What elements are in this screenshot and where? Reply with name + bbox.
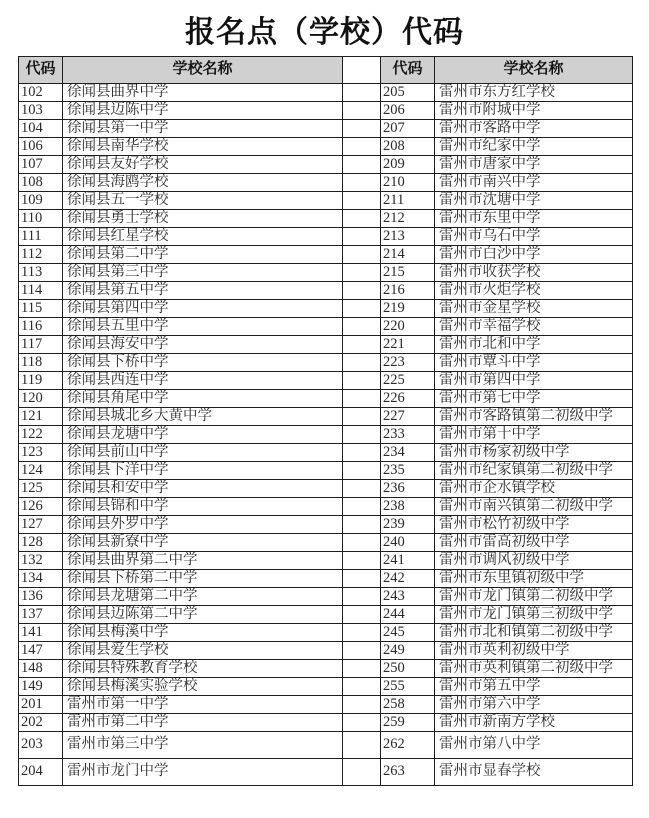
code-cell: 202 (19, 714, 63, 732)
spacer-cell (343, 300, 381, 318)
school-name-cell: 雷州市白沙中学 (435, 246, 633, 264)
code-cell: 119 (19, 372, 63, 390)
spacer-cell (343, 552, 381, 570)
school-name-cell: 雷州市第二中学 (63, 714, 343, 732)
school-name-cell: 雷州市第八中学 (435, 732, 633, 759)
code-cell: 263 (381, 759, 435, 786)
school-name-cell: 雷州市客路镇第二初级中学 (435, 408, 633, 426)
table-row (19, 372, 633, 390)
table-row (19, 732, 633, 759)
header-row (19, 57, 633, 84)
table-row (19, 408, 633, 426)
code-cell: 149 (19, 678, 63, 696)
code-cell: 121 (19, 408, 63, 426)
table-row (19, 228, 633, 246)
spacer-cell (343, 264, 381, 282)
table-row (19, 264, 633, 282)
code-cell: 102 (19, 84, 63, 102)
spacer-cell (343, 516, 381, 534)
table-row (19, 246, 633, 264)
spacer-cell (343, 426, 381, 444)
code-cell: 114 (19, 282, 63, 300)
school-name-cell: 雷州市收获学校 (435, 264, 633, 282)
school-name-cell: 徐闻县梅溪实验学校 (63, 678, 343, 696)
school-name-cell: 雷州市第六中学 (435, 696, 633, 714)
table-row (19, 444, 633, 462)
table-row (19, 138, 633, 156)
school-name-cell: 徐闻县第五中学 (63, 282, 343, 300)
school-name-cell: 徐闻县角尾中学 (63, 390, 343, 408)
school-name-header-left: 学校名称 (63, 57, 343, 84)
spacer-cell (343, 210, 381, 228)
school-name-cell: 徐闻县迈陈第二中学 (63, 606, 343, 624)
school-name-cell: 雷州市第一中学 (63, 696, 343, 714)
code-cell: 213 (381, 228, 435, 246)
school-name-cell: 雷州市调风初级中学 (435, 552, 633, 570)
code-cell: 249 (381, 642, 435, 660)
table-row (19, 192, 633, 210)
spacer-cell (343, 624, 381, 642)
code-cell: 120 (19, 390, 63, 408)
school-name-cell: 徐闻县下桥中学 (63, 354, 343, 372)
code-cell: 240 (381, 534, 435, 552)
school-name-cell: 徐闻县五一学校 (63, 192, 343, 210)
code-cell: 115 (19, 300, 63, 318)
spacer-cell (343, 480, 381, 498)
school-name-cell: 徐闻县和安中学 (63, 480, 343, 498)
table-body (19, 84, 633, 786)
school-name-cell: 雷州市幸福学校 (435, 318, 633, 336)
table-row (19, 480, 633, 498)
school-name-cell: 徐闻县第三中学 (63, 264, 343, 282)
school-name-cell: 雷州市金星学校 (435, 300, 633, 318)
code-cell: 109 (19, 192, 63, 210)
code-cell: 203 (19, 732, 63, 759)
spacer-cell (343, 696, 381, 714)
code-cell: 221 (381, 336, 435, 354)
spacer-cell (343, 120, 381, 138)
school-name-cell: 雷州市覃斗中学 (435, 354, 633, 372)
table-row (19, 282, 633, 300)
code-cell: 116 (19, 318, 63, 336)
school-name-cell: 徐闻县下桥第二中学 (63, 570, 343, 588)
spacer-cell (343, 588, 381, 606)
code-cell: 111 (19, 228, 63, 246)
code-cell: 238 (381, 498, 435, 516)
code-cell: 204 (19, 759, 63, 786)
school-name-cell: 徐闻县城北乡大黄中学 (63, 408, 343, 426)
code-cell: 236 (381, 480, 435, 498)
school-name-cell: 徐闻县勇士学校 (63, 210, 343, 228)
school-name-cell: 雷州市杨家初级中学 (435, 444, 633, 462)
school-name-cell: 雷州市北和中学 (435, 336, 633, 354)
spacer-cell (343, 534, 381, 552)
school-name-cell: 徐闻县南华学校 (63, 138, 343, 156)
spacer-cell (343, 678, 381, 696)
code-cell: 212 (381, 210, 435, 228)
school-name-cell: 徐闻县梅溪中学 (63, 624, 343, 642)
table-row (19, 759, 633, 786)
school-name-cell: 雷州市雷高初级中学 (435, 534, 633, 552)
code-cell: 242 (381, 570, 435, 588)
school-name-cell: 雷州市客路中学 (435, 120, 633, 138)
spacer-cell (343, 228, 381, 246)
spacer-cell (343, 759, 381, 786)
code-cell: 220 (381, 318, 435, 336)
code-cell: 215 (381, 264, 435, 282)
school-name-cell: 徐闻县下洋中学 (63, 462, 343, 480)
table-row (19, 534, 633, 552)
school-name-cell: 雷州市附城中学 (435, 102, 633, 120)
table-row (19, 678, 633, 696)
code-cell: 244 (381, 606, 435, 624)
code-cell: 137 (19, 606, 63, 624)
spacer-cell (343, 336, 381, 354)
spacer-cell (343, 390, 381, 408)
code-cell: 245 (381, 624, 435, 642)
spacer-cell (343, 174, 381, 192)
table-row (19, 516, 633, 534)
code-cell: 106 (19, 138, 63, 156)
school-name-cell: 徐闻县爱生学校 (63, 642, 343, 660)
spacer-cell (343, 570, 381, 588)
spacer-cell (343, 660, 381, 678)
code-cell: 255 (381, 678, 435, 696)
code-cell: 216 (381, 282, 435, 300)
code-cell: 225 (381, 372, 435, 390)
school-name-cell: 徐闻县第一中学 (63, 120, 343, 138)
page-title: 报名点（学校）代码 (185, 16, 464, 49)
spacer-cell (343, 372, 381, 390)
school-name-cell: 徐闻县特殊教育学校 (63, 660, 343, 678)
school-name-cell: 徐闻县龙塘第二中学 (63, 588, 343, 606)
school-name-cell: 雷州市火炬学校 (435, 282, 633, 300)
code-cell: 123 (19, 444, 63, 462)
code-header-right: 代码 (381, 57, 435, 84)
table-row (19, 660, 633, 678)
table-row (19, 102, 633, 120)
code-cell: 124 (19, 462, 63, 480)
spacer-header (343, 57, 381, 84)
school-name-cell: 徐闻县外罗中学 (63, 516, 343, 534)
table-row (19, 642, 633, 660)
code-cell: 214 (381, 246, 435, 264)
spacer-cell (343, 102, 381, 120)
spacer-cell (343, 408, 381, 426)
spacer-cell (343, 498, 381, 516)
code-cell: 207 (381, 120, 435, 138)
code-cell: 241 (381, 552, 435, 570)
spacer-cell (343, 246, 381, 264)
code-cell: 127 (19, 516, 63, 534)
school-name-cell: 徐闻县第二中学 (63, 246, 343, 264)
school-name-cell: 雷州市东里中学 (435, 210, 633, 228)
school-name-cell: 徐闻县新寮中学 (63, 534, 343, 552)
code-cell: 132 (19, 552, 63, 570)
code-cell: 148 (19, 660, 63, 678)
school-name-cell: 徐闻县曲界第二中学 (63, 552, 343, 570)
code-cell: 243 (381, 588, 435, 606)
code-cell: 103 (19, 102, 63, 120)
table-row (19, 498, 633, 516)
code-cell: 107 (19, 156, 63, 174)
code-cell: 113 (19, 264, 63, 282)
school-name-cell: 雷州市沈塘中学 (435, 192, 633, 210)
code-cell: 201 (19, 696, 63, 714)
spacer-cell (343, 642, 381, 660)
school-name-cell: 徐闻县前山中学 (63, 444, 343, 462)
code-cell: 118 (19, 354, 63, 372)
table-row (19, 714, 633, 732)
school-name-cell: 雷州市南兴镇第二初级中学 (435, 498, 633, 516)
school-code-table (18, 56, 633, 786)
school-name-cell: 雷州市显春学校 (435, 759, 633, 786)
table-row (19, 84, 633, 102)
code-header-left: 代码 (19, 57, 63, 84)
school-name-cell: 雷州市纪家镇第二初级中学 (435, 462, 633, 480)
spacer-cell (343, 138, 381, 156)
school-name-cell: 徐闻县五里中学 (63, 318, 343, 336)
spacer-cell (343, 84, 381, 102)
code-cell: 112 (19, 246, 63, 264)
school-name-cell: 徐闻县友好学校 (63, 156, 343, 174)
school-name-cell: 徐闻县海安中学 (63, 336, 343, 354)
code-cell: 211 (381, 192, 435, 210)
table-row (19, 696, 633, 714)
code-cell: 239 (381, 516, 435, 534)
code-cell: 258 (381, 696, 435, 714)
code-cell: 205 (381, 84, 435, 102)
table-row (19, 462, 633, 480)
code-cell: 223 (381, 354, 435, 372)
school-name-cell: 雷州市第七中学 (435, 390, 633, 408)
code-cell: 117 (19, 336, 63, 354)
table-row (19, 588, 633, 606)
school-name-cell: 徐闻县红星学校 (63, 228, 343, 246)
code-cell: 262 (381, 732, 435, 759)
code-cell: 108 (19, 174, 63, 192)
spacer-cell (343, 714, 381, 732)
school-name-cell: 雷州市龙门镇第三初级中学 (435, 606, 633, 624)
code-cell: 233 (381, 426, 435, 444)
spacer-cell (343, 732, 381, 759)
table-row (19, 336, 633, 354)
school-name-cell: 雷州市东方红学校 (435, 84, 633, 102)
school-name-cell: 雷州市龙门中学 (63, 759, 343, 786)
code-cell: 259 (381, 714, 435, 732)
school-name-cell: 雷州市唐家中学 (435, 156, 633, 174)
spacer-cell (343, 156, 381, 174)
code-cell: 226 (381, 390, 435, 408)
school-name-cell: 雷州市英利初级中学 (435, 642, 633, 660)
school-name-cell: 徐闻县曲界中学 (63, 84, 343, 102)
school-name-cell: 雷州市第十中学 (435, 426, 633, 444)
code-cell: 250 (381, 660, 435, 678)
table-row (19, 120, 633, 138)
table-row (19, 426, 633, 444)
table-row (19, 624, 633, 642)
school-name-cell: 徐闻县锦和中学 (63, 498, 343, 516)
table-header (19, 57, 633, 84)
school-name-cell: 雷州市乌石中学 (435, 228, 633, 246)
spacer-cell (343, 282, 381, 300)
table-row (19, 156, 633, 174)
spacer-cell (343, 354, 381, 372)
code-cell: 128 (19, 534, 63, 552)
spacer-cell (343, 318, 381, 336)
table-row (19, 570, 633, 588)
code-cell: 209 (381, 156, 435, 174)
school-name-cell: 雷州市新南方学校 (435, 714, 633, 732)
school-name-cell: 徐闻县迈陈中学 (63, 102, 343, 120)
spacer-cell (343, 606, 381, 624)
school-name-cell: 雷州市松竹初级中学 (435, 516, 633, 534)
table-row (19, 390, 633, 408)
school-name-cell: 雷州市第三中学 (63, 732, 343, 759)
table-row (19, 606, 633, 624)
code-cell: 122 (19, 426, 63, 444)
school-name-cell: 徐闻县龙塘中学 (63, 426, 343, 444)
spacer-cell (343, 462, 381, 480)
spacer-cell (343, 192, 381, 210)
school-name-cell: 雷州市企水镇学校 (435, 480, 633, 498)
school-name-cell: 徐闻县第四中学 (63, 300, 343, 318)
school-name-cell: 雷州市纪家中学 (435, 138, 633, 156)
school-name-cell: 雷州市龙门镇第二初级中学 (435, 588, 633, 606)
code-cell: 136 (19, 588, 63, 606)
table-row (19, 174, 633, 192)
school-name-cell: 雷州市东里镇初级中学 (435, 570, 633, 588)
school-name-header-right: 学校名称 (435, 57, 633, 84)
table-row (19, 300, 633, 318)
code-cell: 210 (381, 174, 435, 192)
table-row (19, 318, 633, 336)
spacer-cell (343, 444, 381, 462)
school-name-cell: 雷州市第四中学 (435, 372, 633, 390)
school-name-cell: 雷州市英利镇第二初级中学 (435, 660, 633, 678)
table-row (19, 354, 633, 372)
code-cell: 104 (19, 120, 63, 138)
code-cell: 234 (381, 444, 435, 462)
code-cell: 147 (19, 642, 63, 660)
school-name-cell: 雷州市第五中学 (435, 678, 633, 696)
school-name-cell: 雷州市北和镇第二初级中学 (435, 624, 633, 642)
code-cell: 219 (381, 300, 435, 318)
code-cell: 134 (19, 570, 63, 588)
code-cell: 227 (381, 408, 435, 426)
school-name-cell: 徐闻县海鸥学校 (63, 174, 343, 192)
table-row (19, 210, 633, 228)
school-name-cell: 徐闻县西连中学 (63, 372, 343, 390)
table-row (19, 552, 633, 570)
code-cell: 110 (19, 210, 63, 228)
code-cell: 235 (381, 462, 435, 480)
school-name-cell: 雷州市南兴中学 (435, 174, 633, 192)
code-cell: 125 (19, 480, 63, 498)
code-cell: 206 (381, 102, 435, 120)
code-cell: 208 (381, 138, 435, 156)
code-cell: 126 (19, 498, 63, 516)
code-cell: 141 (19, 624, 63, 642)
